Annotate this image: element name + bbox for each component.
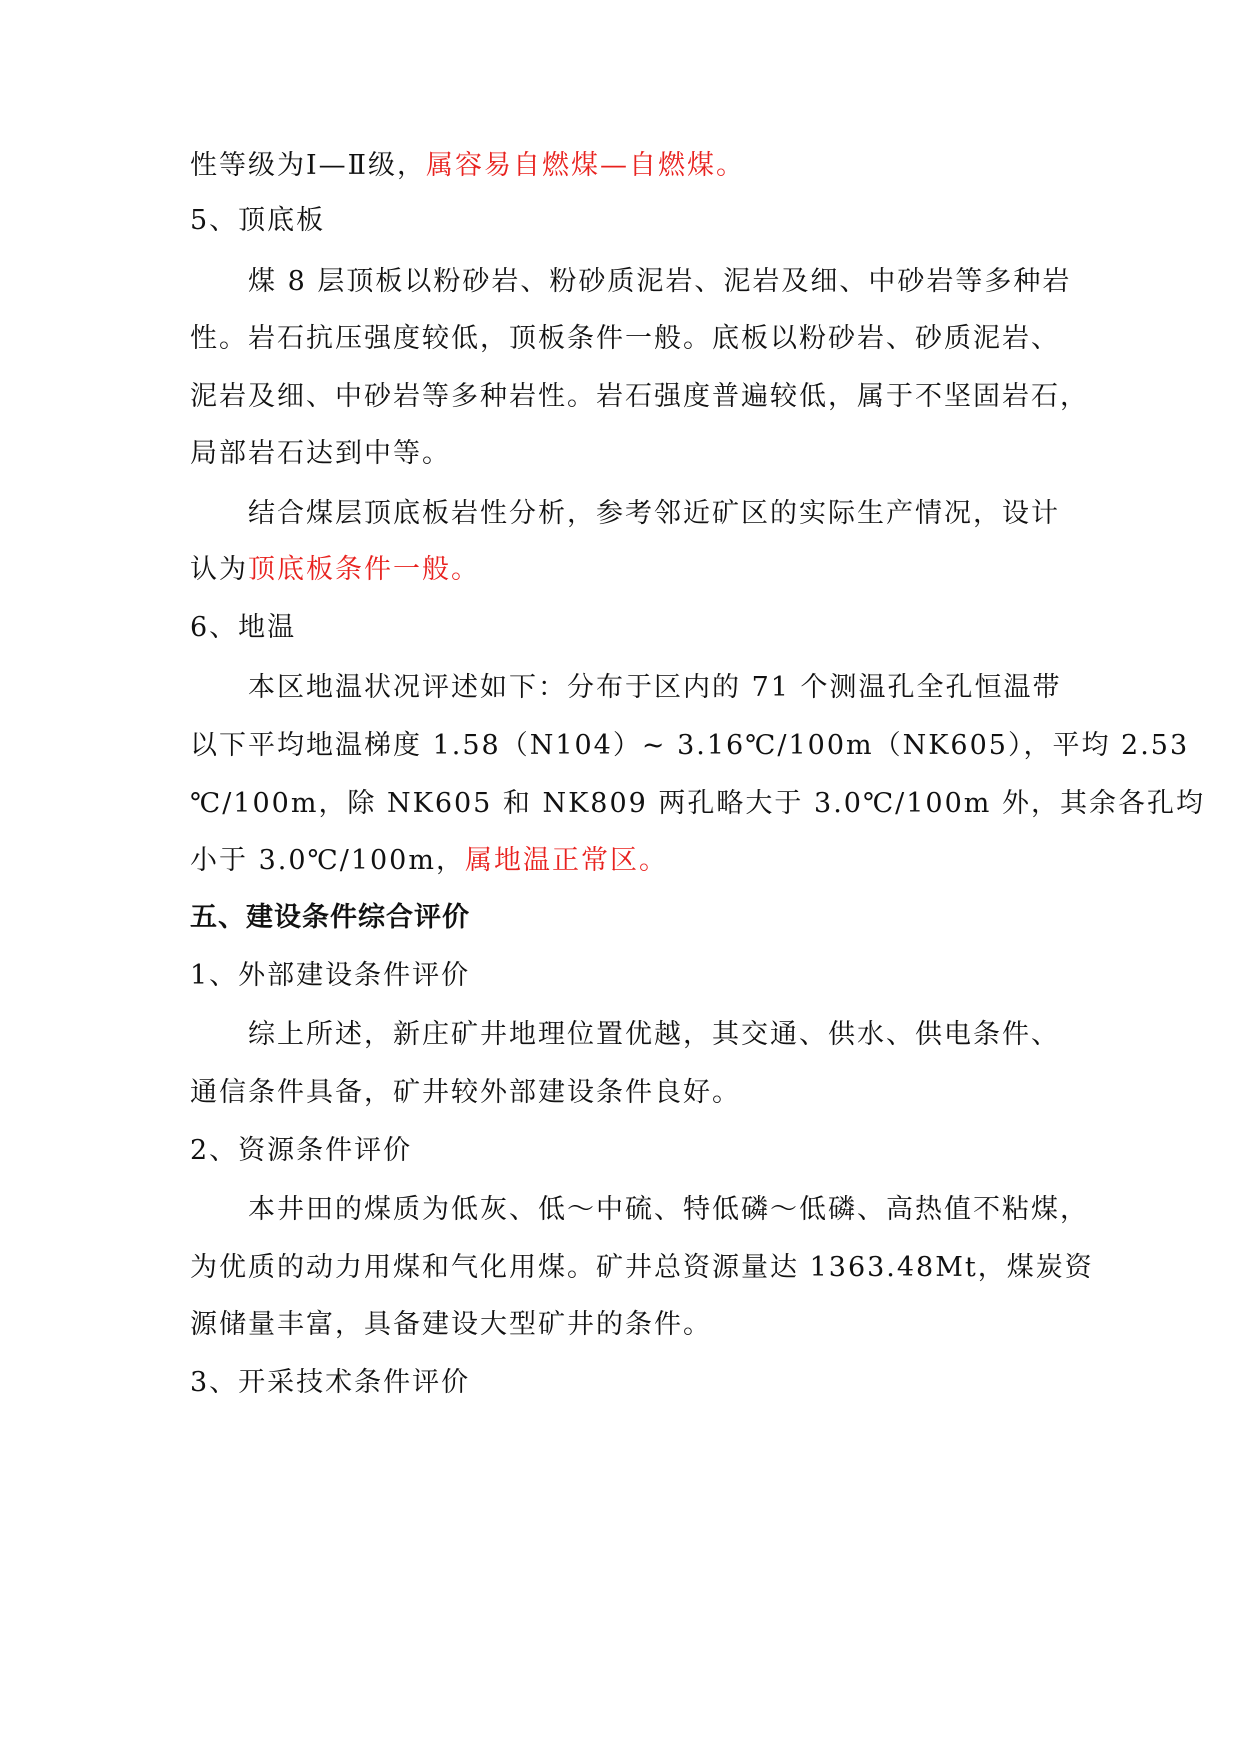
text-line-1: 性等级为Ⅰ—Ⅱ级，属容易自燃煤—自燃煤。 [190,150,746,181]
paragraph-line: 本井田的煤质为低灰、低～中硫、特低磷～低磷、高热值不粘煤， [248,1194,1089,1225]
paragraph-line: 结合煤层顶底板岩性分析，参考邻近矿区的实际生产情况，设计 [248,498,1060,529]
paragraph-line: 泥岩及细、中砂岩等多种岩性。岩石强度普遍较低，属于不坚固岩石， [190,381,1089,412]
subsection-title-external-conditions: 1、外部建设条件评价 [190,960,471,991]
paragraph-line: 煤 8 层顶板以粉砂岩、粉砂质泥岩、泥岩及细、中砂岩等多种岩 [248,266,1072,297]
subsection-title-mining-conditions: 3、开采技术条件评价 [190,1367,471,1398]
text-line-13: 小于 3.0℃/100m，属地温正常区。 [190,845,668,876]
subsection-title-geotemperature: 6、地温 [190,612,297,643]
paragraph-line: 综上所述，新庄矿井地理位置优越，其交通、供水、供电条件、 [248,1019,1060,1050]
text-line-8: 认为顶底板条件一般。 [190,554,480,585]
paragraph-line: ℃/100m，除 NK605 和 NK809 两孔略大于 3.0℃/100m 外，其余各孔均 [190,788,1205,819]
highlighted-conclusion: 属地温正常区。 [464,845,668,876]
highlighted-conclusion: 属容易自燃煤—自燃煤。 [426,150,746,181]
paragraph-line: 性。岩石抗压强度较低，顶板条件一般。底板以粉砂岩、砂质泥岩、 [190,323,1060,354]
paragraph-line: 本区地温状况评述如下：分布于区内的 71 个测温孔全孔恒温带 [248,672,1062,703]
paragraph-line: 以下平均地温梯度 1.58（N104）~ 3.16℃/100m（NK605），平均 2.53 [190,730,1190,761]
subsection-title-resource-conditions: 2、资源条件评价 [190,1135,413,1166]
subsection-title-roof-floor: 5、顶底板 [190,205,326,236]
paragraph-line: 局部岩石达到中等。 [190,438,451,469]
paragraph-line: 源储量丰富，具备建设大型矿井的条件。 [190,1309,712,1340]
paragraph-line: 为优质的动力用煤和气化用煤。矿井总资源量达 1363.48Mt，煤炭资 [190,1252,1094,1283]
paragraph-line: 通信条件具备，矿井较外部建设条件良好。 [190,1077,741,1108]
section-heading: 五、建设条件综合评价 [190,902,470,933]
highlighted-conclusion: 顶底板条件一般。 [248,554,480,585]
